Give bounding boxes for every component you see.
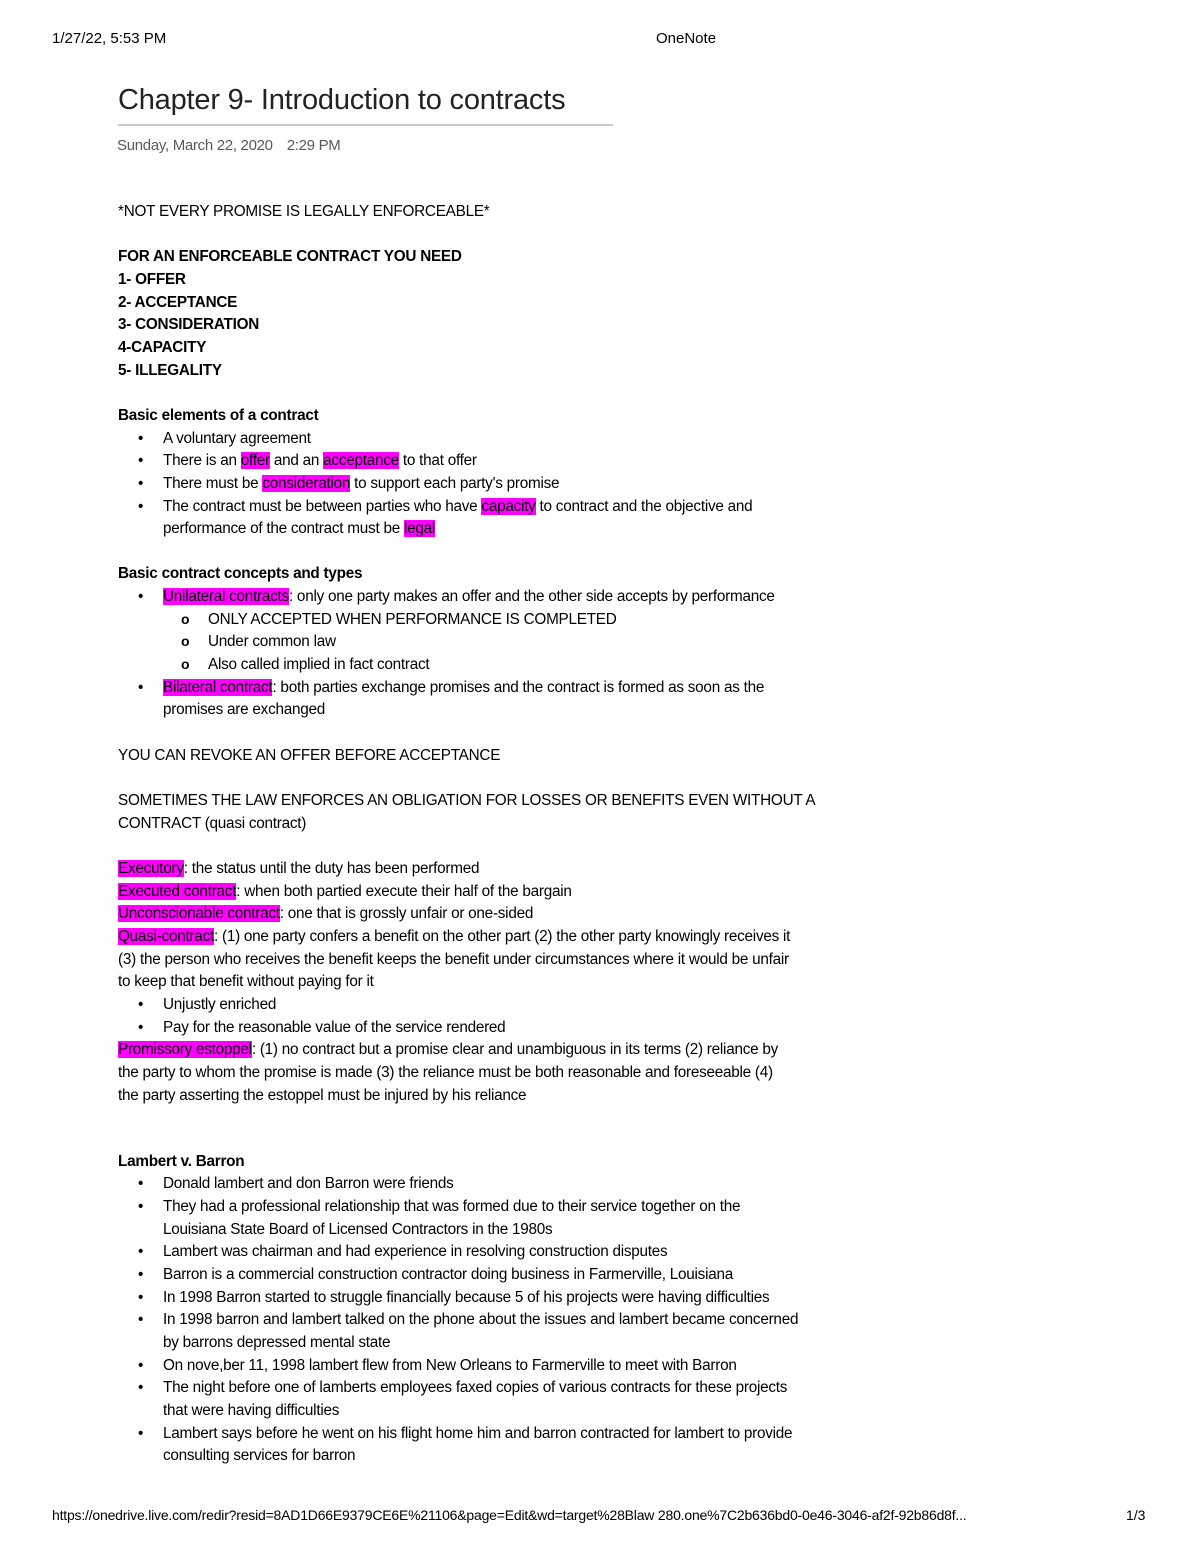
definition-quasi-cont: to keep that benefit without paying for it xyxy=(118,973,374,991)
highlight-unilateral: Unilateral contracts xyxy=(163,588,289,606)
highlight-capacity: capacity xyxy=(481,497,536,515)
requirements-heading: FOR AN ENFORCEABLE CONTRACT YOU NEED xyxy=(118,248,462,266)
requirement-item: 1- OFFER xyxy=(118,270,186,288)
unilateral-sublist xyxy=(118,609,918,677)
list-item: • Pay for the reasonable value of the service rendered xyxy=(118,1017,918,1040)
basic-elements-heading: Basic elements of a contract xyxy=(118,406,319,424)
revoke-line: YOU CAN REVOKE AN OFFER BEFORE ACCEPTANCE xyxy=(118,746,501,764)
list-item: • Donald lambert and don Barron were friends xyxy=(118,1173,918,1196)
print-page-number: 1/3 xyxy=(1126,1507,1146,1523)
list-item: • There must be consideration to support each party's promise xyxy=(118,473,918,496)
print-footer-url: https://onedrive.live.com/redir?resid=8AD1D66E9379CE6E%21106&page=Edit&wd=target%28Blaw 280.one%7C2b636bd0-0e46-3046-af2f-92b86d8f... xyxy=(52,1507,967,1523)
definition-quasi-cont: (3) the person who receives the benefit keeps the benefit under circumstances where it would be unfair xyxy=(118,950,789,968)
note-time: 2:29 PM xyxy=(286,137,341,154)
highlight-promissory: Promissory estoppel xyxy=(118,1041,252,1059)
case-heading: Lambert v. Barron xyxy=(118,1152,245,1170)
sublist-item: o ONLY ACCEPTED WHEN PERFORMANCE IS COMPLETED xyxy=(118,609,918,632)
highlight-unconscionable: Unconscionable contract xyxy=(118,905,280,923)
highlight-bilateral: Bilateral contract xyxy=(163,678,273,696)
list-item: • There is an offer and an acceptance to that offer xyxy=(118,450,918,473)
highlight-quasi: Quasi-contract xyxy=(118,927,214,945)
list-item: • Barron is a commercial construction contractor doing business in Farmerville, Louisiana xyxy=(118,1264,918,1287)
quasi-list xyxy=(118,994,918,1039)
note-body xyxy=(118,201,918,1468)
list-item: • On nove,ber 11, 1998 lambert flew from New Orleans to Farmerville to meet with Barron xyxy=(118,1355,918,1378)
definition-quasi: Quasi-contract: (1) one party confers a benefit on the other part (2) the other party knowingly receives it xyxy=(118,927,791,945)
definition-promissory-cont: the party asserting the estoppel must be injured by his reliance xyxy=(118,1086,527,1104)
requirement-item: 5- ILLEGALITY xyxy=(118,361,222,379)
definition-promissory-cont: the party to whom the promise is made (3) the reliance must be both reasonable and foreseeable (4) xyxy=(118,1063,773,1081)
definition-promissory: Promissory estoppel: (1) no contract but a promise clear and unambiguous in its terms (2) reliance by xyxy=(118,1041,779,1059)
list-item: • Lambert says before he went on his flight home him and barron contracted for lambert to provide consulting services for barron xyxy=(118,1423,918,1468)
list-item: • Unjustly enriched xyxy=(118,994,918,1017)
list-item: • In 1998 Barron started to struggle financially because 5 of his projects were having difficulties xyxy=(118,1287,918,1310)
quasi-note-line: CONTRACT (quasi contract) xyxy=(118,814,307,832)
highlight-legal: legal xyxy=(403,520,436,538)
definition-unconscionable: Unconscionable contract: one that is grossly unfair or one-sided xyxy=(118,905,534,923)
title-underline xyxy=(118,124,613,126)
list-item: • Unilateral contracts: only one party makes an offer and the other side accepts by performance xyxy=(118,586,918,609)
concepts-list xyxy=(118,586,918,609)
print-app-name: OneNote xyxy=(656,30,717,47)
case-list xyxy=(118,1173,918,1468)
requirement-item: 4-CAPACITY xyxy=(118,338,207,356)
list-item: • They had a professional relationship that was formed due to their service together on the Louisiana State Board of Licensed Contractors in the 1980s xyxy=(118,1196,918,1241)
notice-line: *NOT EVERY PROMISE IS LEGALLY ENFORCEABLE* xyxy=(118,203,490,220)
note-date: Sunday, March 22, 2020 xyxy=(117,137,273,154)
note-timestamp xyxy=(117,137,341,154)
definition-executed: Executed contract: when both partied execute their half of the bargain xyxy=(118,882,572,900)
concepts-heading: Basic contract concepts and types xyxy=(118,565,363,583)
requirement-item: 2- ACCEPTANCE xyxy=(118,293,238,311)
list-item: • A voluntary agreement xyxy=(118,428,918,451)
highlight-executed: Executed contract xyxy=(118,882,237,900)
definition-executory: Executory: the status until the duty has been performed xyxy=(118,859,480,877)
concepts-list-cont xyxy=(118,677,918,722)
highlight-executory: Executory xyxy=(118,859,184,877)
highlight-offer: offer xyxy=(240,452,270,470)
sublist-item: o Also called implied in fact contract xyxy=(118,654,918,677)
highlight-consideration: consideration xyxy=(262,474,351,492)
list-item: • In 1998 barron and lambert talked on the phone about the issues and lambert became concerned by barrons depressed mental state xyxy=(118,1309,918,1354)
requirement-item: 3- CONSIDERATION xyxy=(118,316,260,334)
sublist-item: o Under common law xyxy=(118,631,918,654)
list-item: • Bilateral contract: both parties exchange promises and the contract is formed as soon as the promises are exchanged xyxy=(118,677,918,722)
print-datetime: 1/27/22, 5:53 PM xyxy=(52,30,167,47)
list-item: • The night before one of lamberts employees faxed copies of various contracts for these projects that were having difficulties xyxy=(118,1377,918,1422)
quasi-note-line: SOMETIMES THE LAW ENFORCES AN OBLIGATION FOR LOSSES OR BENEFITS EVEN WITHOUT A xyxy=(118,791,816,809)
list-item: • Lambert was chairman and had experience in resolving construction disputes xyxy=(118,1241,918,1264)
page-title: Chapter 9- Introduction to contracts xyxy=(118,84,566,116)
basic-elements-list xyxy=(118,428,918,541)
list-item: • The contract must be between parties who have capacity to contract and the objective and performance of the contract must be legal xyxy=(118,496,918,541)
highlight-acceptance: acceptance xyxy=(323,452,399,470)
